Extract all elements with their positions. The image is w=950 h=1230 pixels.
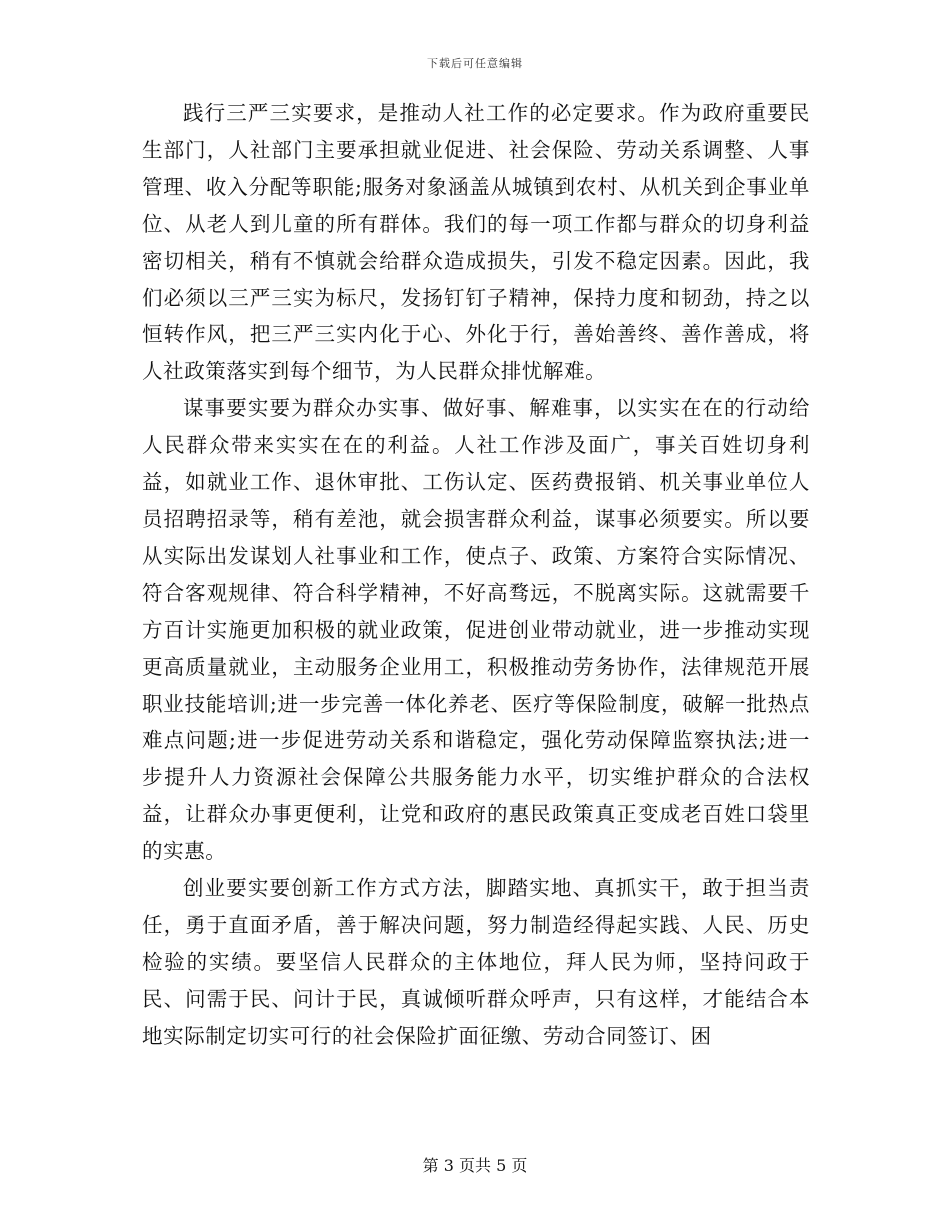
document-body [142,95,810,1055]
paragraph-3: 创业要实要创新工作方式方法，脚踏实地、真抓实干，敢于担当责任，勇于直面矛盾，善于解决问题，努力制造经得起实践、人民、历史检验的实绩。要坚信人民群众的主体地位，拜人民为师，坚持问政于民、问需于民、问计于民，真诚倾听群众呼声，只有这样，才能结合本地实际制定切实可行的社会保险扩面征缴、劳动合同签订、困 [142,876,810,1048]
page-header: 下载后可任意编辑 [427,57,523,70]
paragraph-1: 践行三严三实要求，是推动人社工作的必定要求。作为政府重要民生部门，人社部门主要承担就业促进、社会保险、劳动关系调整、人事管理、收入分配等职能;服务对象涵盖从城镇到农村、从机关到企事业单位、从老人到儿童的所有群体。我们的每一项工作都与群众的切身利益密切相关，稍有不慎就会给群众造成损失，引发不稳定因素。因此，我们必须以三严三实为标尺，发扬钉钉子精神，保持力度和韧劲，持之以恒转作风，把三严三实内化于心、外化于行，善始善终、善作善成，将人社政策落实到每个细节，为人民群众排忧解难。 [142,101,810,384]
page-number-footer: 第 3 页共 5 页 [422,1156,528,1175]
paragraph-2: 谋事要实要为群众办实事、做好事、解难事，以实实在在的行动给人民群众带来实实在在的利益。人社工作涉及面广，事关百姓切身利益，如就业工作、退休审批、工伤认定、医药费报销、机关事业单位人员招聘招录等，稍有差池，就会损害群众利益，谋事必须要实。所以要从实际出发谋划人社事业和工作，使点子、政策、方案符合实际情况、符合客观规律、符合科学精神，不好高骛远，不脱离实际。这就需要千方百计实施更加积极的就业政策，促进创业带动就业，进一步推动实现更高质量就业，主动服务企业用工，积极推动劳务协作，法律规范开展职业技能培训;进一步完善一体化养老、医疗等保险制度，破解一批热点难点问题;进一步促进劳动关系和谐稳定，强化劳动保障监察执法;进一步提升人力资源社会保障公共服务能力水平，切实维护群众的合法权益，让群众办事更便利，让党和政府的惠民政策真正变成老百姓口袋里的实惠。 [142,396,810,864]
